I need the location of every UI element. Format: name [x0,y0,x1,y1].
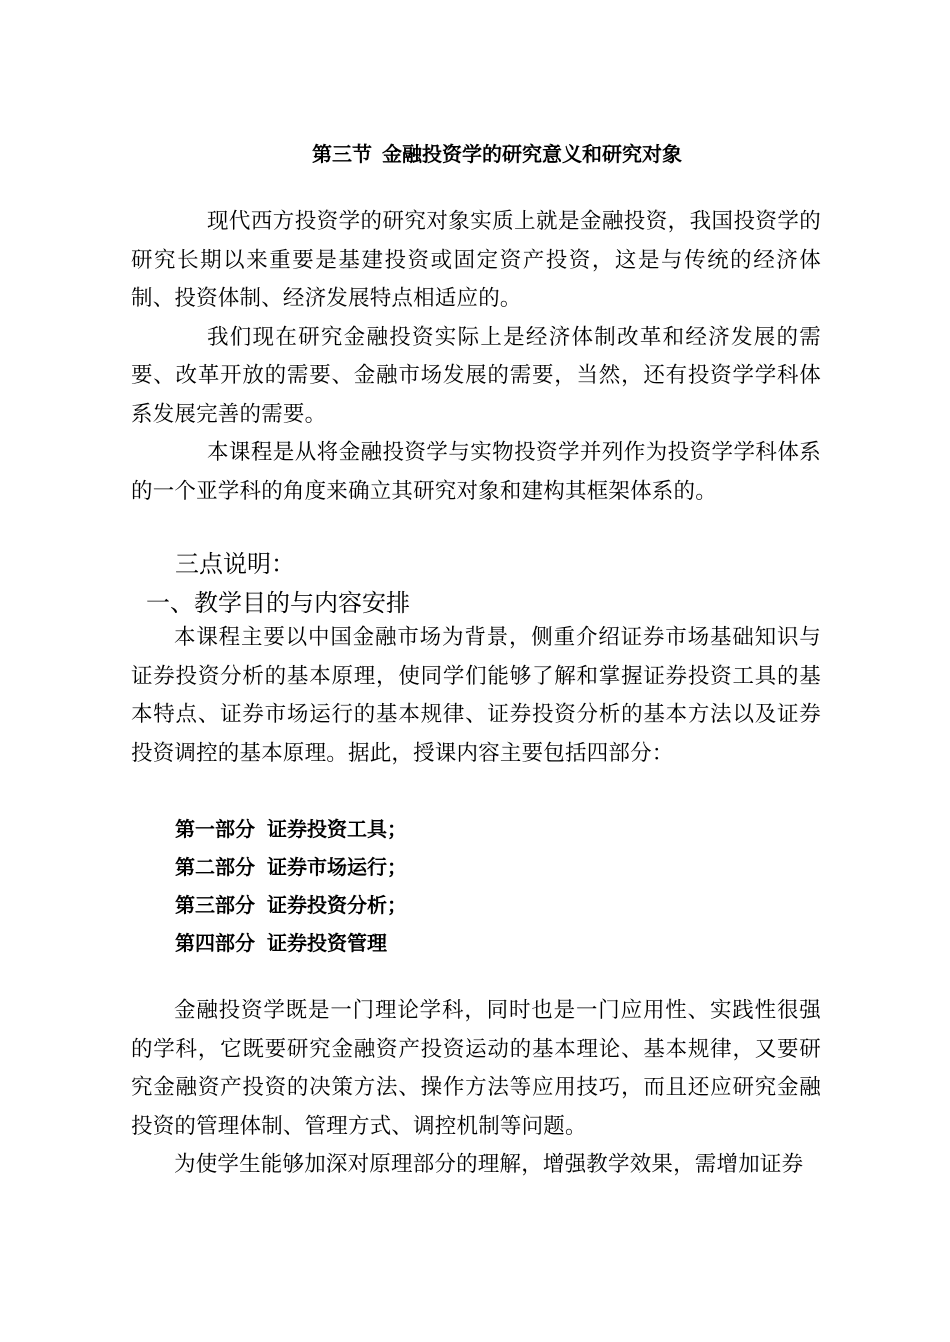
section-title [312,140,682,168]
intro-paragraph: 我们现在研究金融投资实际上是经济体制改革和经济发展的需要、改革开放的需要、金融市场发展的需要，当然，还有投资学学科体系发展完善的需要。 [131,324,821,427]
course-part-item [175,848,407,886]
purpose-section [131,619,821,773]
part-label: 第三部分 [175,893,255,917]
section-title-text: 金融投资学的研究意义和研究对象 [382,142,682,166]
part-content: 证券投资管理 [267,931,387,955]
intro-section [131,203,821,511]
intro-paragraph: 本课程是从将金融投资学与实物投资学并列作为投资学学科体系的一个亚学科的角度来确立其研究对象和建构其框架体系的。 [131,440,821,504]
closing-section [131,992,821,1185]
part-label: 第二部分 [175,855,255,879]
closing-paragraph: 金融投资学既是一门理论学科，同时也是一门应用性、实践性很强的学科，它既要研究金融资产投资运动的基本理论、基本规律，又要研究金融资产投资的决策方法、操作方法等应用技巧，而且还应研究金融投资的管理体制、管理方式、调控机制等问题。 [131,998,821,1139]
section-number: 第三节 [312,142,372,166]
intro-paragraph: 现代西方投资学的研究对象实质上就是金融投资，我国投资学的研究长期以来重要是基建投资或固定资产投资，这是与传统的经济体制、投资体制、经济发展特点相适应的。 [131,209,821,311]
closing-paragraph: 为使学生能够加深对原理部分的理解，增强教学效果，需增加证券 [174,1152,804,1177]
part-content: 证券投资工具； [267,817,407,841]
part-content: 证券投资分析； [267,893,407,917]
course-part-item [175,886,407,924]
teaching-purpose-heading: 一、教学目的与内容安排 [146,589,410,617]
course-parts-list [175,810,407,962]
part-label: 第一部分 [175,817,255,841]
part-label: 第四部分 [175,931,255,955]
notes-heading: 三点说明： [175,550,295,578]
part-content: 证券市场运行； [267,855,407,879]
purpose-paragraph: 本课程主要以中国金融市场为背景，侧重介绍证券市场基础知识与证券投资分析的基本原理，使同学们能够了解和掌握证券投资工具的基本特点、证券市场运行的基本规律、证券投资分析的基本方法以及证券投资调控的基本原理。据此，授课内容主要包括四部分： [131,625,821,766]
course-part-item [175,924,407,962]
course-part-item [175,810,407,848]
